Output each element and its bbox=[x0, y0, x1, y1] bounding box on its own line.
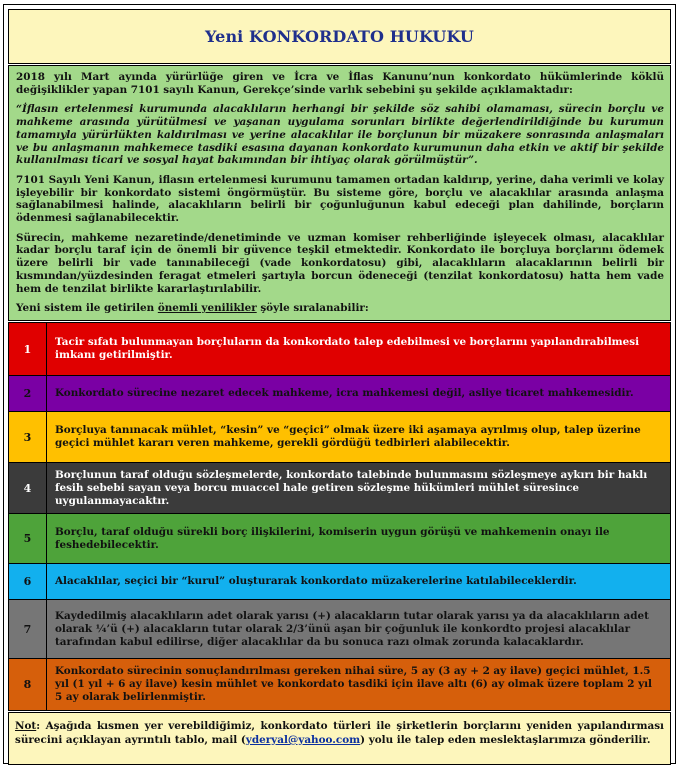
row-text: Kaydedilmiş alacaklıların adet olarak yarısı (+) alacakların tutar olarak yarısı ya da alacaklıların adet olarak ¼’ü (+) alacakların tutar olarak 2/3’ünü aşan bir çoğunluk ile konkordto projesi alacaklılar tarafından kabul edilirse, diğer alacaklılar da bu sonuca razı olmak zorunda kalacaklardır. bbox=[55, 609, 649, 648]
row-text: Konkordato sürecine nezaret edecek mahkeme, icra mahkemesi değil, asliye ticaret mahkemesidir. bbox=[55, 387, 634, 399]
intro-lead-emphasis: önemli yenilikler bbox=[157, 302, 257, 315]
row-number: 5 bbox=[9, 514, 47, 563]
title-box bbox=[8, 9, 671, 64]
table-row bbox=[9, 376, 670, 412]
intro-lead bbox=[16, 302, 664, 315]
row-number: 3 bbox=[9, 412, 47, 462]
intro-paragraph: Sürecin, mahkeme nezaretinde/denetiminde ve uzman komiser rehberliğinde işleyecek olması, alacaklılar kadar borçlu taraf için de önemli bir güvence teşkil etmektedir. Konkordato ile borçluya borçlarını ödemek üzere belirli bir vade tanınabileceği (vade konkordatosu) gibi, alacaklıların alacaklarının belirli bir kısmından/yüzdesinden feragat etmeleri şartıyla borcun ödeneceği (tenzilat konkordatosu) hatta hem vade hem de tenzilat birlikte kararlaştırılabilir. bbox=[16, 231, 664, 295]
intro-lead-text: Yeni sistem ile getirilen bbox=[16, 302, 158, 315]
table-row bbox=[9, 564, 670, 600]
row-number: 6 bbox=[9, 564, 47, 599]
note-text: ) yolu ile talep eden meslektaşlarımıza gönderilir. bbox=[360, 734, 651, 746]
row-text: Borçluya tanınacak mühlet, “kesin” ve “geçici” olmak üzere iki aşamaya ayrılmış olup, talep üzerine geçici mühlet kararı veren mahkeme, gerekli gördüğü tedbirleri alabilecektir. bbox=[55, 424, 641, 449]
table-row bbox=[9, 659, 670, 710]
row-number: 7 bbox=[9, 600, 47, 658]
row-text: Borçlunun taraf olduğu sözleşmelerde, konkordato talebinde bulunmasını sözleşmeye aykırı bir haklı fesih sebebi sayan veya borcu muaccel hale getiren sözleşme hükümleri mühlet süresince uygulanmayacaktır. bbox=[55, 468, 648, 507]
intro-lead-text: şöyle sıralanabilir: bbox=[256, 302, 369, 315]
intro-section bbox=[8, 65, 671, 321]
intro-paragraph: 7101 Sayılı Yeni Kanun, iflasın ertelenmesi kurumunu tamamen ortadan kaldırıp, yerine, daha verimli ve kolay işleyebilir bir konkordato sistemi öngörmüştür. Bu sisteme göre, borçlu ve alacaklılar arasında anlaşma sağlanabilmesi halinde, alacaklıların belirli bir çoğunluğunun kabul edeceği plan dahilinde, borçların ödenmesi sağlanabilecektir. bbox=[16, 173, 664, 225]
intro-paragraph: 2018 yılı Mart ayında yürürlüğe giren ve İcra ve İflas Kanunu’nun konkordato hükümlerinde köklü değişiklikler yapan 7101 sayılı Kanun, Gerekçe’sinde varlık sebebini şu şekilde açıklamaktadır: bbox=[16, 71, 664, 96]
page-title: Yeni KONKORDATO HUKUKU bbox=[205, 27, 474, 46]
row-number: 2 bbox=[9, 376, 47, 411]
document-frame bbox=[3, 4, 676, 764]
table-row bbox=[9, 514, 670, 564]
intro-quote: “İflasın ertelenmesi kurumunda alacaklıların herhangi bir şekilde söz sahibi olamaması, sürecin borçlu ve mahkeme arasında yürütülmesi ve yaşanan uygulama sorunları birlikte değerlendirildiğinde bu kurumun tamamıyla yürürlükten kaldırılması ve yerine alacaklılar ile borçlunun bir müzakere sonrasında anlaşmaları ve bu anlaşmanın mahkemece tasdiki esasına dayanan konkordato kurumunun daha etkin ve aktif bir şekilde kullanılması ticari ve sosyal hayat bakımından bir ihtiyaç olarak görülmüştür”. bbox=[16, 103, 664, 167]
note-label: Not bbox=[15, 720, 37, 732]
note-text: : Aşağıda kısmen yer verebildiğimiz, konkordato türleri ile şirketlerin borçlarını yeniden yapılandırması sürecini açıklayan ayrıntılı tablo, mail ( bbox=[15, 720, 664, 746]
row-number: 1 bbox=[9, 323, 47, 375]
table-row bbox=[9, 412, 670, 463]
row-text: Konkordato sürecinin sonuçlandırılması gereken nihai süre, 5 ay (3 ay + 2 ay ilave) geçici mühlet, 1.5 yıl (1 yıl + 6 ay ilave) kesin mühlet ve konkordato tasdiki için ilave altı (6) ay olmak üzere toplam 2 yıl 5 ay olarak belirlenmiştir. bbox=[55, 665, 652, 703]
table-row bbox=[9, 323, 670, 376]
innovations-table bbox=[8, 322, 671, 711]
email-link[interactable]: yderyal@yahoo.com bbox=[245, 734, 361, 746]
row-text: Alacaklılar, seçici bir “kurul” oluşturarak konkordato müzakerelerine katılabileceklerdir. bbox=[55, 575, 577, 587]
note-section bbox=[8, 712, 671, 765]
table-row bbox=[9, 600, 670, 659]
row-number: 8 bbox=[9, 659, 47, 710]
row-text: Borçlu, taraf olduğu sürekli borç ilişkilerini, komiserin uygun görüşü ve mahkemenin onayı ile feshedebilecektir. bbox=[55, 525, 610, 551]
row-number: 4 bbox=[9, 463, 47, 513]
row-text: Tacir sıfatı bulunmayan borçluların da konkordato talep edebilmesi ve borçlarını yapılandırabilmesi imkanı getirilmiştir. bbox=[55, 336, 640, 361]
table-row bbox=[9, 463, 670, 514]
